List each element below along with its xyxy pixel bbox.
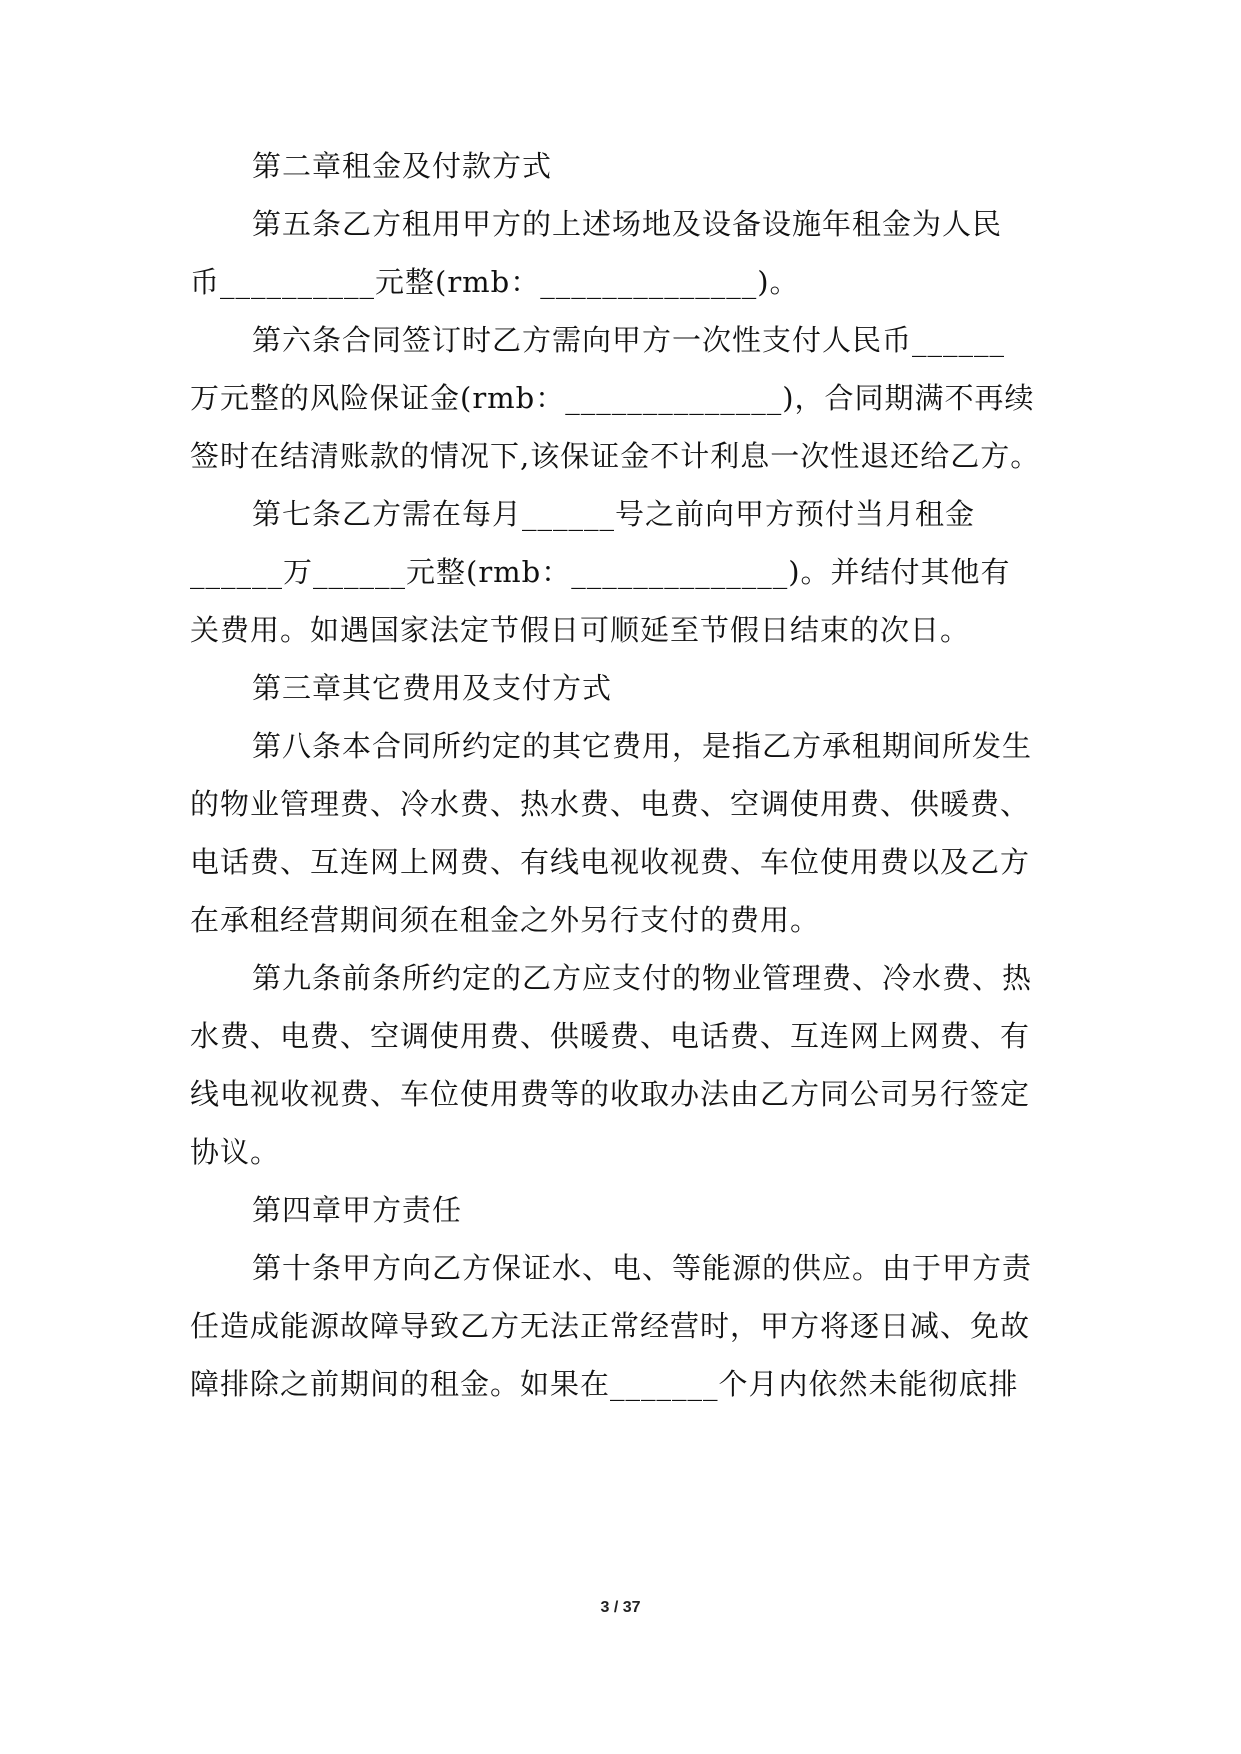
paragraph-line: 关费用。如遇国家法定节假日可顺延至节假日结束的次日。 <box>190 613 971 647</box>
paragraph-line: 障排除之前期间的租金。如果在_______个月内依然未能彻底排 <box>190 1367 1019 1401</box>
paragraph-line: 第九条前条所约定的乙方应支付的物业管理费、冷水费、热 <box>252 961 1033 995</box>
paragraph-line: 在承租经营期间须在租金之外另行支付的费用。 <box>190 903 821 937</box>
page-number: 3 / 37 <box>600 1599 641 1616</box>
paragraph-line: ______万______元整(rmb：______________)。并结付其他有 <box>190 555 1011 589</box>
paragraph-line: 线电视收视费、车位使用费等的收取办法由乙方同公司另行签定 <box>190 1077 1031 1111</box>
paragraph-line: 第五条乙方租用甲方的上述场地及设备设施年租金为人民 <box>252 207 1003 241</box>
paragraph-line: 签时在结清账款的情况下,该保证金不计利息一次性退还给乙方。 <box>190 439 1041 473</box>
chapter-heading: 第二章租金及付款方式 <box>252 149 553 183</box>
paragraph-line: 的物业管理费、冷水费、热水费、电费、空调使用费、供暖费、 <box>190 787 1031 821</box>
paragraph-line: 第八条本合同所约定的其它费用，是指乙方承租期间所发生 <box>252 729 1033 763</box>
chapter-heading: 第三章其它费用及支付方式 <box>252 671 613 705</box>
paragraph-line: 第十条甲方向乙方保证水、电、等能源的供应。由于甲方责 <box>252 1251 1033 1285</box>
chapter-heading: 第四章甲方责任 <box>252 1193 463 1227</box>
paragraph-line: 第七条乙方需在每月______号之前向甲方预付当月租金 <box>252 497 976 531</box>
paragraph-line: 币__________元整(rmb：______________)。 <box>190 265 800 299</box>
paragraph-line: 电话费、互连网上网费、有线电视收视费、车位使用费以及乙方 <box>190 845 1031 879</box>
paragraph-line: 水费、电费、空调使用费、供暖费、电话费、互连网上网费、有 <box>190 1019 1031 1053</box>
paragraph-line: 协议。 <box>190 1135 281 1169</box>
paragraph-line: 第六条合同签订时乙方需向甲方一次性支付人民币______ <box>252 323 1006 357</box>
paragraph-line: 万元整的风险保证金(rmb：______________)，合同期满不再续 <box>190 381 1035 415</box>
paragraph-line: 任造成能源故障导致乙方无法正常经营时，甲方将逐日减、免故 <box>190 1309 1031 1343</box>
